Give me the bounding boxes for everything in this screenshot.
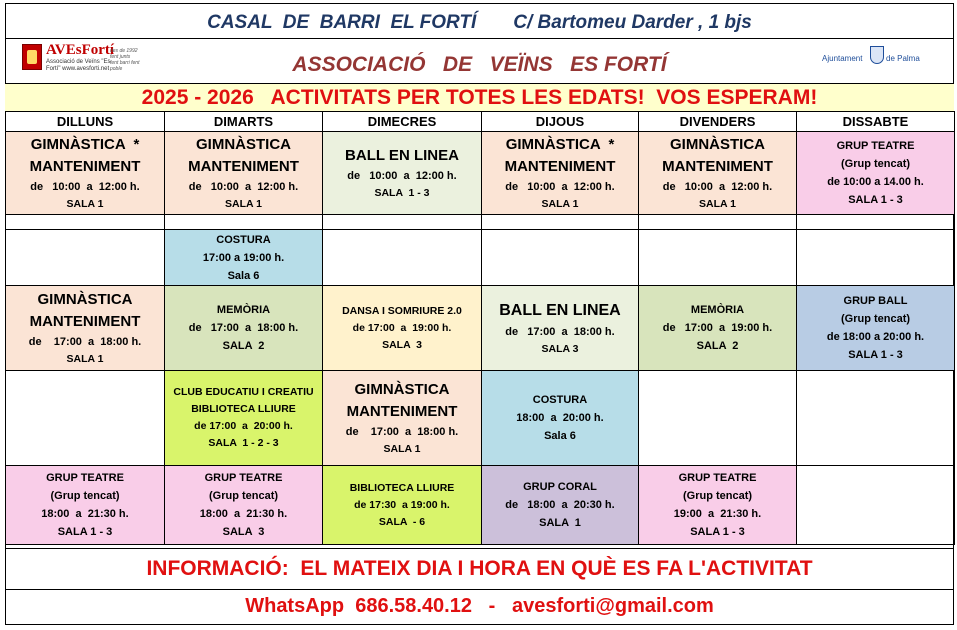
activity-content xyxy=(165,230,322,285)
activity-line: de 10:00 a 12:00 h. xyxy=(347,169,457,182)
empty-cell xyxy=(639,230,797,286)
schedule-row xyxy=(6,230,955,286)
activity-content xyxy=(323,466,481,544)
activity-line: 17:00 a 19:00 h. xyxy=(202,251,285,264)
empty-cell xyxy=(797,466,955,545)
activity-line: GRUP BALL xyxy=(843,295,908,307)
activity-content xyxy=(797,286,954,370)
activity-line: COSTURA xyxy=(216,233,271,246)
activity-line: de 17:00 a 18:00 h. xyxy=(188,322,299,334)
activity-line: SALA 1 xyxy=(539,517,581,529)
activity-content xyxy=(165,466,322,544)
activity-line: de 17:00 a 18:00 h. xyxy=(345,425,459,438)
activity-line: MANTENIMENT xyxy=(29,312,141,330)
activity-line: de 10:00 a 12:00 h. xyxy=(188,180,299,193)
activity-content xyxy=(639,132,796,214)
activity-line: de 17:00 a 20:00 h. xyxy=(194,420,293,432)
empty-cell xyxy=(323,215,482,230)
activity-cell xyxy=(482,466,639,545)
casal-title: CASAL DE BARRI EL FORTÍ C/ Bartomeu Darder , 1 bjs xyxy=(207,12,752,33)
activity-line: SALA 1 xyxy=(225,197,262,210)
activity-cell xyxy=(323,132,482,215)
activity-line: de 17:00 a 19:00 h. xyxy=(352,321,452,334)
day-header: DIMARTS xyxy=(165,112,323,132)
empty-cell xyxy=(797,215,955,230)
activity-content xyxy=(639,466,796,544)
activity-content xyxy=(482,286,638,370)
activity-line: de 17:00 a 18:00 h. xyxy=(28,335,142,348)
schedule-table xyxy=(5,111,955,545)
activity-cell xyxy=(482,132,639,215)
activity-line: SALA 1 - 3 xyxy=(690,526,745,538)
activity-line: GIMNÀSTICA * xyxy=(505,135,615,153)
season-banner: 2025 - 2026 ACTIVITATS PER TOTES LES EDATS! VOS ESPERAM! xyxy=(5,84,954,111)
activity-line: SALA - 6 xyxy=(378,515,426,528)
activity-line: SALA 1 - 3 xyxy=(374,186,430,199)
activity-content xyxy=(165,286,322,370)
activity-line: SALA 3 xyxy=(382,338,422,351)
empty-cell xyxy=(6,371,165,466)
ajuntament-text: Ajuntament xyxy=(822,54,863,63)
activity-cell xyxy=(639,132,797,215)
activity-line: (Grup tencat) xyxy=(840,158,911,170)
activity-content xyxy=(6,286,164,370)
activity-line: MANTENIMENT xyxy=(346,402,458,420)
activity-line: de 10:00 a 14.00 h. xyxy=(827,176,924,188)
activity-content xyxy=(6,466,164,544)
day-header: DIVENDERS xyxy=(639,112,797,132)
activity-line: SALA 1 - 2 - 3 xyxy=(208,437,279,449)
activity-line: SALA 3 xyxy=(541,342,579,355)
activity-line: 18:00 a 21:30 h. xyxy=(41,508,129,520)
activity-cell xyxy=(165,371,323,466)
schedule-row xyxy=(6,466,955,545)
activity-content xyxy=(323,286,481,370)
activity-cell xyxy=(165,286,323,371)
activity-line: GIMNÀSTICA xyxy=(196,135,291,153)
logo-side-text: des de 1992 fent junts fent barri fent poble xyxy=(110,48,140,72)
activity-content xyxy=(165,371,322,465)
activity-line: (Grup tencat) xyxy=(208,490,279,502)
activity-content xyxy=(797,132,954,214)
empty-cell xyxy=(797,371,955,466)
association-title: ASSOCIACIÓ DE VEÏNS ES FORTÍ xyxy=(292,53,667,76)
schedule-row xyxy=(6,132,955,215)
activity-line: MEMÒRIA xyxy=(216,304,271,316)
activity-line: de 17:00 a 18:00 h. xyxy=(505,325,615,338)
activity-line: BALL EN LINEA xyxy=(499,301,621,319)
activity-line: 18:00 a 21:30 h. xyxy=(199,508,288,520)
day-header: DILLUNS xyxy=(6,112,165,132)
activity-cell xyxy=(6,132,165,215)
activity-line: MANTENIMENT xyxy=(188,157,299,175)
schedule-row xyxy=(6,371,955,466)
activity-line: SALA 1 xyxy=(699,197,736,210)
activity-line: BALL EN LINEA xyxy=(345,146,459,164)
activity-line: GIMNÀSTICA xyxy=(37,290,133,308)
activity-line: SALA 3 xyxy=(222,526,265,538)
info-text: INFORMACIÓ: EL MATEIX DIA I HORA EN QUÈ ES FA L'ACTIVITAT xyxy=(146,557,813,580)
empty-cell xyxy=(323,230,482,286)
activity-content xyxy=(639,286,796,370)
activity-line: Sala 6 xyxy=(544,430,576,442)
activity-content xyxy=(323,132,481,214)
activity-line: de 18:00 a 20:00 h. xyxy=(826,331,925,343)
activity-line: GRUP TEATRE xyxy=(836,140,915,152)
activity-line: COSTURA xyxy=(532,394,588,406)
activity-line: de 10:00 a 12:00 h. xyxy=(505,180,615,193)
activity-cell xyxy=(165,230,323,286)
empty-cell xyxy=(482,215,639,230)
schedule-row xyxy=(6,215,955,230)
activity-line: SALA 1 xyxy=(66,197,104,210)
ajuntament-logo xyxy=(822,44,932,68)
activity-line: (Grup tencat) xyxy=(682,490,753,502)
activity-cell xyxy=(482,371,639,466)
activity-cell xyxy=(165,466,323,545)
activity-line: GIMNÀSTICA xyxy=(670,135,765,153)
activity-content xyxy=(323,371,481,465)
activity-line: GRUP TEATRE xyxy=(678,472,757,484)
activity-cell xyxy=(323,371,482,466)
logo-name: AVEsFortí xyxy=(46,42,115,58)
activity-line: Sala 6 xyxy=(227,269,260,282)
activity-line: GRUP TEATRE xyxy=(46,472,124,484)
activity-line: BIBLIOTECA LLIURE xyxy=(191,403,296,415)
activity-content xyxy=(482,132,638,214)
activity-line: GRUP TEATRE xyxy=(204,472,283,484)
activity-line: SALA 1 xyxy=(541,197,579,210)
empty-cell xyxy=(639,371,797,466)
activity-line: SALA 1 - 3 xyxy=(57,526,113,538)
activity-cell xyxy=(797,132,955,215)
activity-line: SALA 1 - 3 xyxy=(848,194,903,206)
divider xyxy=(5,548,954,549)
activity-line: BIBLIOTECA LLIURE xyxy=(349,481,455,494)
activity-cell xyxy=(639,466,797,545)
activity-line: SALA 1 xyxy=(66,352,104,365)
activity-cell xyxy=(639,286,797,371)
activity-line: DANSA I SOMRIURE 2.0 xyxy=(342,304,462,317)
activity-cell xyxy=(797,286,955,371)
activity-line: GRUP CORAL xyxy=(523,481,597,493)
activity-line: 18:00 a 20:00 h. xyxy=(516,412,604,424)
day-header-row xyxy=(6,112,955,132)
empty-cell xyxy=(482,230,639,286)
activity-line: CLUB EDUCATIU I CREATIU xyxy=(173,386,314,398)
activity-line: MANTENIMENT xyxy=(29,157,141,175)
activity-content xyxy=(482,371,638,465)
activity-line: SALA 1 - 3 xyxy=(848,349,903,361)
empty-cell xyxy=(6,215,165,230)
palma-shield-icon xyxy=(870,46,884,64)
activity-line: GIMNÀSTICA * xyxy=(30,135,140,153)
activity-cell xyxy=(165,132,323,215)
activity-content xyxy=(482,466,638,544)
empty-cell xyxy=(797,230,955,286)
activity-line: GIMNÀSTICA xyxy=(354,380,450,398)
day-header: DISSABTE xyxy=(797,112,955,132)
activity-line: SALA 2 xyxy=(696,340,739,352)
de-palma-text: de Palma xyxy=(886,54,920,63)
activity-cell xyxy=(323,466,482,545)
activity-line: 19:00 a 21:30 h. xyxy=(673,508,762,520)
activity-cell xyxy=(6,466,165,545)
activity-line: (Grup tencat) xyxy=(50,490,120,502)
activity-line: MANTENIMENT xyxy=(662,157,773,175)
schedule-row xyxy=(6,286,955,371)
empty-cell xyxy=(639,215,797,230)
activity-line: SALA 1 xyxy=(383,442,421,455)
activity-cell xyxy=(323,286,482,371)
activity-line: MEMÒRIA xyxy=(690,304,745,316)
activity-line: SALA 2 xyxy=(222,340,265,352)
activity-line: MANTENIMENT xyxy=(504,157,616,175)
activity-line: de 18:00 a 20:30 h. xyxy=(505,499,615,511)
empty-cell xyxy=(6,230,165,286)
contact-text: WhatsApp 686.58.40.12 - avesforti@gmail.com xyxy=(245,595,714,617)
activity-content xyxy=(6,132,164,214)
activity-line: de 10:00 a 12:00 h. xyxy=(662,180,773,193)
activity-line: de 10:00 a 12:00 h. xyxy=(30,180,140,193)
activity-line: (Grup tencat) xyxy=(840,313,911,325)
activity-cell xyxy=(482,286,639,371)
activity-line: de 17:00 a 19:00 h. xyxy=(662,322,773,334)
day-header: DIMECRES xyxy=(323,112,482,132)
logo-subtitle: Associació de Veïns "Es Fortí" www.avesforti.net xyxy=(46,59,111,72)
empty-cell xyxy=(165,215,323,230)
activity-content xyxy=(165,132,322,214)
activity-line: de 17:30 a 19:00 h. xyxy=(354,498,450,511)
day-header: DIJOUS xyxy=(482,112,639,132)
divider xyxy=(5,38,954,39)
activity-cell xyxy=(6,286,165,371)
